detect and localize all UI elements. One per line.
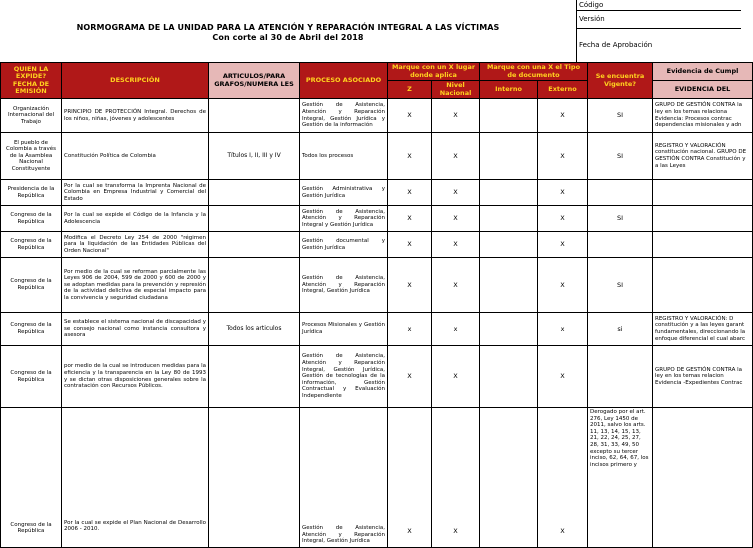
cell-who[interactable]: Organización Internacional del Trabajo — [1, 99, 62, 133]
cell-z[interactable]: X — [388, 232, 432, 258]
meta-fecha-aprobacion: Fecha de Aprobación — [579, 41, 653, 49]
cell-proceso[interactable]: Gestión Administrativa y Gestión Jurídica — [300, 180, 388, 206]
cell-articulos[interactable] — [209, 346, 300, 408]
cell-evidencia[interactable] — [653, 408, 753, 548]
cell-vigente[interactable]: si — [588, 313, 653, 346]
cell-proceso[interactable]: Gestión de Asistencia, Atención y Reparación Integral, Gestión Jurídica — [300, 258, 388, 313]
cell-interno[interactable] — [480, 133, 538, 180]
cell-description[interactable]: Por la cual se expide el Plan Nacional de Desarrollo 2006 - 2010. — [62, 408, 209, 548]
cell-externo[interactable]: X — [538, 206, 588, 232]
cell-articulos[interactable]: Títulos I, II, III y IV — [209, 133, 300, 180]
cell-who[interactable]: Presidencia de la República — [1, 180, 62, 206]
cell-description[interactable]: Constitución Política de Colombia — [62, 133, 209, 180]
cell-vigente[interactable] — [588, 346, 653, 408]
cell-interno[interactable] — [480, 206, 538, 232]
cell-z[interactable]: X — [388, 346, 432, 408]
cell-articulos[interactable] — [209, 206, 300, 232]
cell-description[interactable]: Por la cual se transforma la Imprenta Nacional de Colombia en Empresa Industrial y Comercial del Estado — [62, 180, 209, 206]
cell-evidencia[interactable]: REGISTRO Y VALORACIÓN: D constitución y a las leyes garant fundamentales, direccionando la enfoque diferencial el cual abarc — [653, 313, 753, 346]
header-z: Z — [388, 81, 432, 99]
cell-nivel-nacional[interactable]: X — [432, 180, 480, 206]
cell-articulos[interactable] — [209, 99, 300, 133]
header-descripcion: DESCRIPCIÓN — [62, 63, 209, 99]
cell-interno[interactable] — [480, 408, 538, 548]
cell-articulos[interactable] — [209, 408, 300, 548]
cell-z[interactable]: X — [388, 133, 432, 180]
document-meta-block — [576, 0, 741, 62]
cell-who[interactable]: Congreso de la República — [1, 206, 62, 232]
cell-interno[interactable] — [480, 99, 538, 133]
cell-who[interactable]: Congreso de la República — [1, 258, 62, 313]
cell-interno[interactable] — [480, 313, 538, 346]
cell-proceso[interactable]: Gestión de Asistencia, Atención y Reparación Integral, Gestión Jurídica y Gestión de la información — [300, 99, 388, 133]
table-row[interactable] — [1, 313, 753, 346]
cell-description[interactable]: Modifica el Decreto Ley 254 de 2000 "régimen para la liquidación de las Entidades Públicas del Orden Nacional" — [62, 232, 209, 258]
cell-description[interactable]: por medio de la cual se introducen medidas para la eficiencia y la transparencia en la Ley 80 de 1993 y se dictan otras disposiciones generales sobre la contratación con Recursos Públicos. — [62, 346, 209, 408]
cell-who[interactable]: Congreso de la República — [1, 232, 62, 258]
cell-externo[interactable]: X — [538, 408, 588, 548]
cell-description[interactable]: Por medio de la cual se reforman parcialmente las Leyes 906 de 2004, 599 de 2000 y 600 de 2000 y se adoptan medidas para la prevención y represión de la actividad delictiva de especial impacto para la convivencia y seguridad ciudadana — [62, 258, 209, 313]
cell-proceso[interactable]: Gestión de Asistencia, Atención y Reparación Integral y Gestión Jurídica — [300, 206, 388, 232]
cell-articulos[interactable]: Todos los articulos — [209, 313, 300, 346]
cell-who[interactable]: El pueblo de Colombia a través de la Asamblea Nacional Constituyente — [1, 133, 62, 180]
cell-evidencia[interactable]: GRUPO DE GESTIÓN CONTRA la ley en los temas relaciona Evidencia: Procesos contrac dependencias misionales y adn — [653, 99, 753, 133]
cell-who[interactable]: Congreso de la República — [1, 408, 62, 548]
cell-z[interactable]: X — [388, 206, 432, 232]
document-subtitle: Con corte al 30 de Abril del 2018 — [212, 33, 364, 42]
cell-nivel-nacional[interactable]: x — [432, 313, 480, 346]
cell-z[interactable]: X — [388, 408, 432, 548]
cell-vigente[interactable]: SI — [588, 258, 653, 313]
cell-proceso[interactable]: Todos los procesos — [300, 133, 388, 180]
table-row[interactable] — [1, 258, 753, 313]
cell-description[interactable]: Por la cual se expide el Código de la Infancia y la Adolescencia — [62, 206, 209, 232]
cell-nivel-nacional[interactable]: X — [432, 206, 480, 232]
table-row[interactable] — [1, 346, 753, 408]
header-externo: Externo — [538, 81, 588, 99]
cell-evidencia[interactable] — [653, 206, 753, 232]
header-tipo-documento: Marque con una X el Tipo de documento — [480, 63, 588, 81]
cell-who[interactable]: Congreso de la República — [1, 346, 62, 408]
cell-vigente[interactable] — [588, 232, 653, 258]
cell-evidencia[interactable]: GRUPO DE GESTIÓN CONTRA la ley en los temas relacion Evidencia -Expedientes Contrac — [653, 346, 753, 408]
cell-externo[interactable]: X — [538, 346, 588, 408]
cell-vigente[interactable]: SI — [588, 206, 653, 232]
cell-vigente[interactable]: SI — [588, 133, 653, 180]
cell-vigente[interactable]: SI — [588, 99, 653, 133]
cell-interno[interactable] — [480, 232, 538, 258]
cell-nivel-nacional[interactable]: X — [432, 232, 480, 258]
cell-z[interactable]: x — [388, 313, 432, 346]
cell-nivel-nacional[interactable]: X — [432, 258, 480, 313]
header-evidencia-cumplimiento: Evidencia de Cumpl — [653, 63, 753, 81]
table-row[interactable] — [1, 133, 753, 180]
normograma-table — [0, 62, 753, 548]
cell-externo[interactable]: X — [538, 180, 588, 206]
meta-version: Versión — [577, 11, 741, 29]
cell-articulos[interactable] — [209, 232, 300, 258]
cell-z[interactable]: X — [388, 180, 432, 206]
header-evidencia-del: EVIDENCIA DEL — [653, 81, 753, 99]
table-row[interactable] — [1, 232, 753, 258]
cell-evidencia[interactable] — [653, 258, 753, 313]
header-proceso-asociado: PROCESO ASOCIADO — [300, 63, 388, 99]
table-row[interactable] — [1, 206, 753, 232]
cell-z[interactable]: X — [388, 99, 432, 133]
cell-externo[interactable]: X — [538, 232, 588, 258]
table-row[interactable] — [1, 408, 753, 548]
cell-interno[interactable] — [480, 346, 538, 408]
cell-vigente[interactable] — [588, 180, 653, 206]
cell-description[interactable]: Se establece el sistema nacional de discapacidad y se consejo nacional como instancia consultora y asesora — [62, 313, 209, 346]
cell-externo[interactable]: X — [538, 133, 588, 180]
header-interno: Interno — [480, 81, 538, 99]
cell-externo[interactable]: x — [538, 313, 588, 346]
cell-nivel-nacional[interactable]: X — [432, 99, 480, 133]
cell-nivel-nacional[interactable]: X — [432, 346, 480, 408]
header-marque-lugar: Marque con un X lugar donde aplica — [388, 63, 480, 81]
cell-evidencia[interactable] — [653, 232, 753, 258]
cell-evidencia[interactable]: REGISTRO Y VALORACIÓN constitución nacional. GRUPO DE GESTIÓN CONTRA Constitución y a las Leyes — [653, 133, 753, 180]
cell-nivel-nacional[interactable]: X — [432, 408, 480, 548]
cell-interno[interactable] — [480, 180, 538, 206]
cell-who[interactable]: Congreso de la República — [1, 313, 62, 346]
header-articulos: ARTICULOS/PARA GRAFOS/NUMERA LES — [209, 63, 300, 99]
cell-vigente[interactable]: Derogado por el art. 276, Ley 1450 de 2011, salvo los arts. 11, 13, 14, 15, 13, 21, 22, 24, 25, 27, 28, 31, 33, 49, 50 excepto su tercer inciso, 62, 64, 67, los incisos primero y — [588, 408, 653, 548]
cell-evidencia[interactable] — [653, 180, 753, 206]
cell-proceso[interactable]: Gestión documental y Gestión Jurídica — [300, 232, 388, 258]
cell-proceso[interactable]: Gestión de Asistencia, Atención y Reparación Integral, Gestión Jurídica, Gestión de tecnologías de la información, Gestión Contractual y Evaluación Independiente — [300, 346, 388, 408]
table-row[interactable] — [1, 180, 753, 206]
table-row[interactable] — [1, 99, 753, 133]
cell-articulos[interactable] — [209, 258, 300, 313]
cell-proceso[interactable]: Procesos Misionales y Gestión Jurídica — [300, 313, 388, 346]
cell-externo[interactable]: X — [538, 258, 588, 313]
cell-z[interactable]: X — [388, 258, 432, 313]
title-area — [0, 0, 576, 62]
cell-interno[interactable] — [480, 258, 538, 313]
cell-proceso[interactable]: Gestión de Asistencia, Atención y Reparación Integral, Gestión Jurídica — [300, 408, 388, 548]
meta-codigo: Código — [577, 0, 741, 11]
cell-nivel-nacional[interactable]: X — [432, 133, 480, 180]
cell-externo[interactable]: X — [538, 99, 588, 133]
header-nivel-nacional: Nivel Nacional — [432, 81, 480, 99]
header-vigente: Se encuentra Vigente? — [588, 63, 653, 99]
cell-description[interactable]: PRINCIPIO DE PROTECCIÓN Integral. Derechos de los niños, niñas, jóvenes y adolescentes — [62, 99, 209, 133]
document-title: NORMOGRAMA DE LA UNIDAD PARA LA ATENCIÓN Y REPARACIÓN INTEGRAL A LAS VÍCTIMAS — [76, 23, 500, 32]
cell-articulos[interactable] — [209, 180, 300, 206]
header-quien-expide: QUIEN LA EXPIDE? FECHA DE EMISIÓN — [1, 63, 62, 99]
